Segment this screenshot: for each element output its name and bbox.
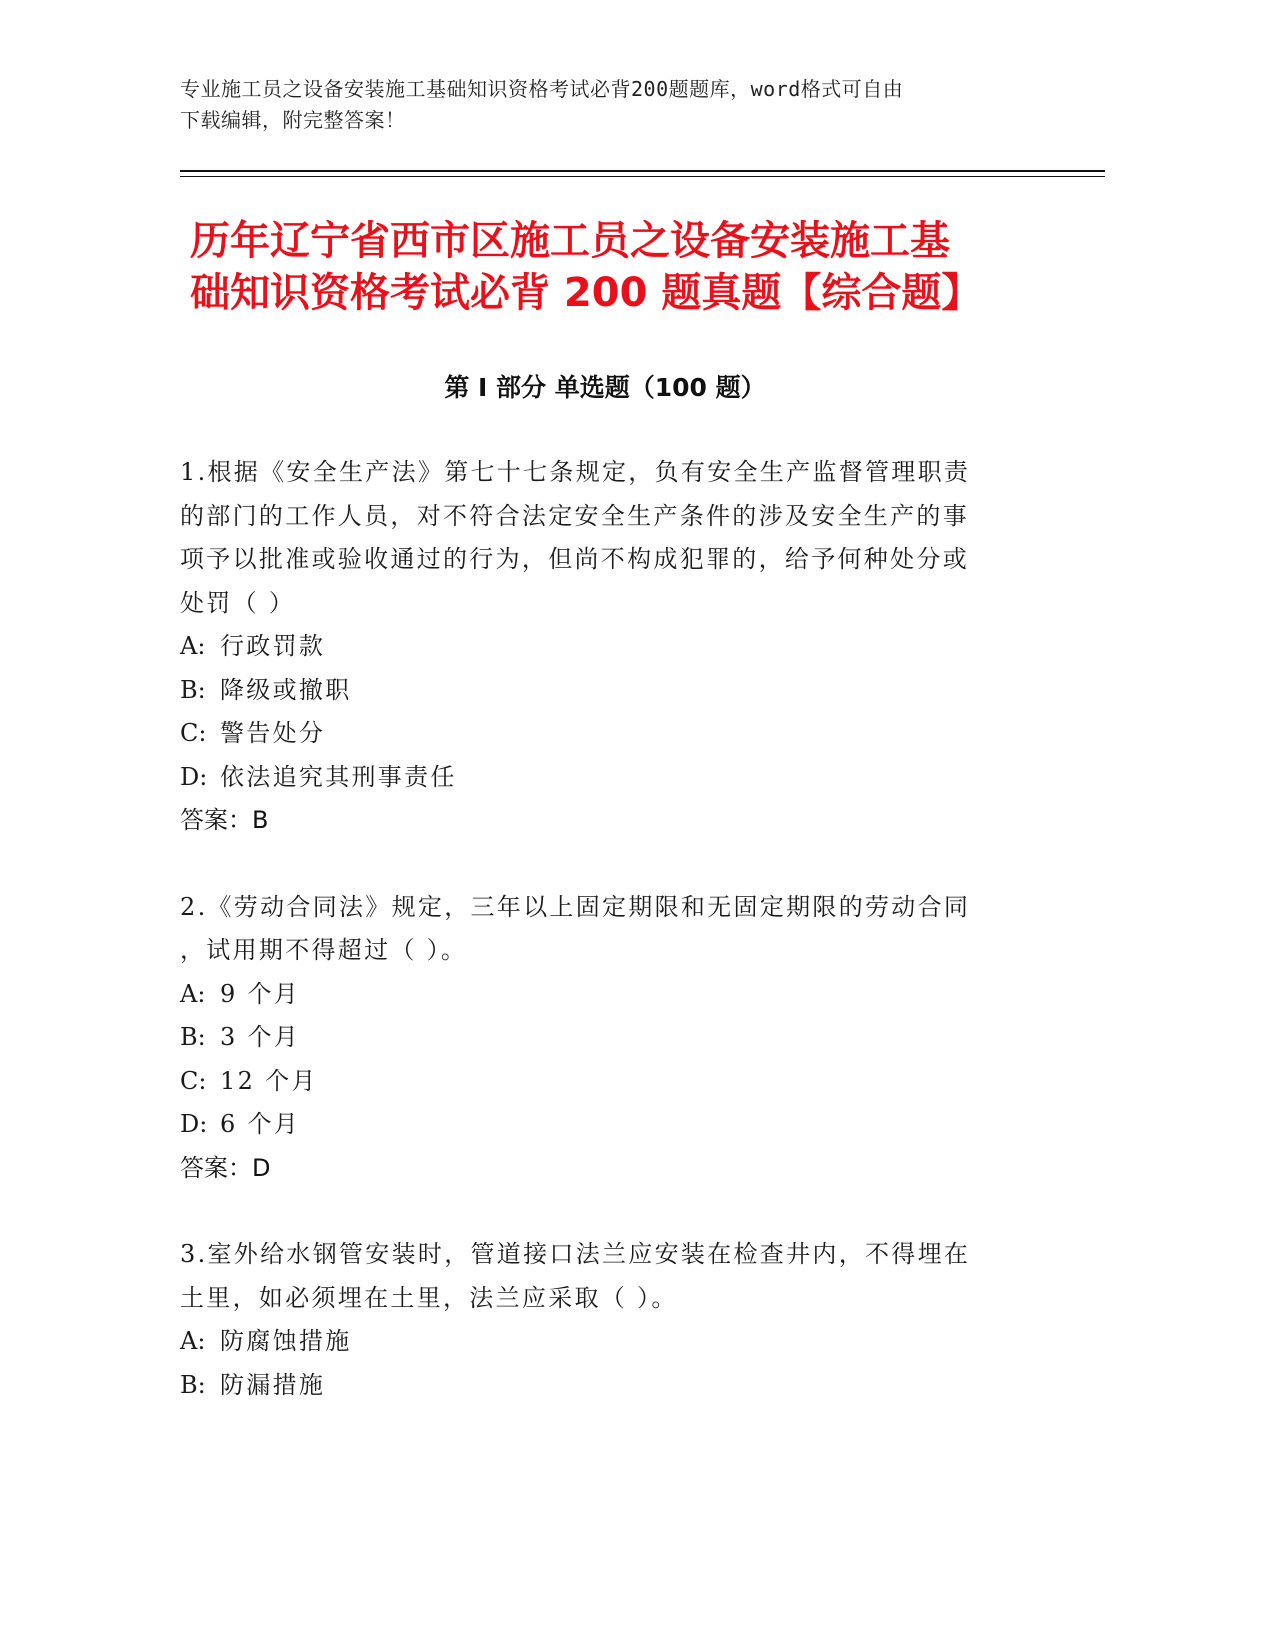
option-text: 9 个月 <box>220 979 301 1008</box>
section-title: 第 I 部分 单选题（100 题） <box>444 373 766 402</box>
option-c <box>180 712 1060 756</box>
option-b <box>180 1016 1060 1060</box>
option-label: A: <box>180 979 206 1008</box>
option-text: 依法追究其刑事责任 <box>220 762 457 791</box>
question-text-line: 项予以批准或验收通过的行为，但尚不构成犯罪的，给予何种处分或 <box>180 545 969 573</box>
header-note-line-1: 专业施工员之设备安装施工基础知识资格考试必背200题题库，word格式可自由 <box>180 77 904 101</box>
option-a <box>180 1320 1060 1364</box>
document-title-line-2: 础知识资格考试必背 200 题真题【综合题】 <box>190 270 982 316</box>
option-text: 3 个月 <box>220 1023 301 1051</box>
option-text: 6 个月 <box>220 1110 301 1138</box>
document-title <box>190 215 1070 319</box>
question-text-line: 的部门的工作人员，对不符合法定安全生产条件的涉及安全生产的事 <box>180 501 969 530</box>
option-d <box>180 756 1060 800</box>
option-text: 12 个月 <box>220 1066 318 1095</box>
option-b <box>180 669 1060 713</box>
question-text-line: 3.室外给水钢管安装时，管道接口法兰应安装在检查井内，不得埋在 <box>180 1240 971 1268</box>
question-2 <box>180 886 1060 1191</box>
option-label: A: <box>180 632 206 660</box>
option-label: D: <box>180 762 208 791</box>
question-text-line: 1.根据《安全生产法》第七十七条规定，负有安全生产监督管理职责 <box>180 458 971 486</box>
option-b <box>180 1364 1060 1408</box>
option-text: 防漏措施 <box>220 1370 326 1399</box>
header-divider-thick <box>180 170 1105 172</box>
option-label: B: <box>180 1370 206 1399</box>
option-label: A: <box>180 1327 206 1355</box>
option-label: D: <box>180 1110 208 1138</box>
option-d <box>180 1103 1060 1147</box>
question-text-line: ，试用期不得超过（ ）。 <box>180 936 468 964</box>
question-text-line: 2.《劳动合同法》规定，三年以上固定期限和无固定期限的劳动合同 <box>180 892 971 921</box>
answer: 答案：B <box>180 806 269 834</box>
option-label: B: <box>180 1023 206 1051</box>
question-3 <box>180 1233 1060 1407</box>
option-c <box>180 1060 1060 1104</box>
question-list <box>180 451 1060 1450</box>
option-label: C: <box>180 719 207 747</box>
option-text: 降级或撤职 <box>220 675 352 704</box>
question-1 <box>180 451 1060 843</box>
option-a <box>180 625 1060 669</box>
document-title-line-1: 历年辽宁省西市区施工员之设备安装施工基 <box>190 218 950 264</box>
header-divider-thin <box>180 176 1105 177</box>
answer: 答案：D <box>180 1153 271 1182</box>
option-label: B: <box>180 675 206 704</box>
option-a <box>180 973 1060 1017</box>
option-text: 防腐蚀措施 <box>220 1327 352 1355</box>
question-text-line: 处罚（ ） <box>180 588 296 617</box>
option-text: 警告处分 <box>220 719 326 747</box>
question-text-line: 土里，如必须埋在土里，法兰应采取（ ）。 <box>180 1283 678 1312</box>
header-note <box>180 74 1050 136</box>
header-note-line-2: 下载编辑，附完整答案！ <box>180 108 406 132</box>
option-text: 行政罚款 <box>220 632 326 660</box>
option-label: C: <box>180 1066 207 1095</box>
